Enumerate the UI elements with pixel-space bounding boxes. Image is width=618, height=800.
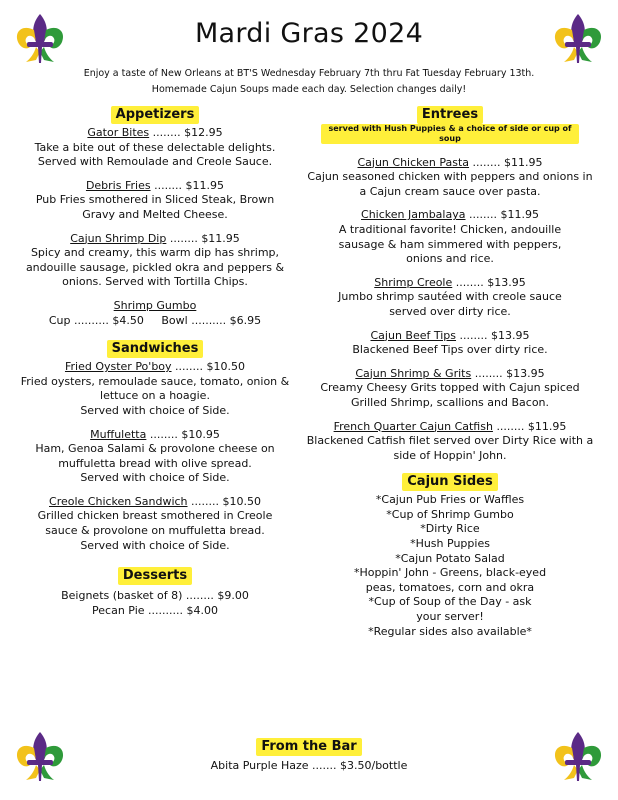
item-price: ........ $13.95 xyxy=(459,328,530,342)
menu-item xyxy=(20,232,290,290)
entrees-note: served with Hush Puppies & a choice of side or cup of soup xyxy=(321,124,579,144)
menu-item xyxy=(20,179,290,223)
item-description: Jumbo shrimp sautéed with creole sauce served over dirty rice. xyxy=(338,290,562,318)
item-name: Cajun Beef Tips xyxy=(370,328,457,342)
menu-item xyxy=(305,156,595,200)
entrees-heading: Entrees xyxy=(417,106,483,124)
list-item: *Cajun Pub Fries or Waffles xyxy=(375,493,525,507)
appetizers-section xyxy=(20,106,290,328)
menu-item xyxy=(20,299,290,328)
menu-item: Abita Purple Haze ....... $3.50/bottle xyxy=(210,759,408,772)
item-description: Blackened Beef Tips over dirty rice. xyxy=(352,343,548,357)
item-side-note: Served with choice of Side. xyxy=(80,471,230,485)
subtitle-soups: Homemade Cajun Soups made each day. Selection changes daily! xyxy=(151,84,467,95)
page-title: Mardi Gras 2024 xyxy=(194,18,424,49)
menu-item xyxy=(20,360,290,418)
item-description: Ham, Genoa Salami & provolone cheese on muffuletta bread with olive spread. xyxy=(35,442,275,470)
menu-item: Pecan Pie .......... $4.00 xyxy=(92,603,218,617)
item-name: Creole Chicken Sandwich xyxy=(49,494,188,508)
bar-heading: From the Bar xyxy=(256,738,361,756)
list-item: *Hush Puppies xyxy=(410,537,490,551)
item-description: Blackened Catfish filet served over Dirty Rice with a side of Hoppin' John. xyxy=(306,434,594,462)
sides-list xyxy=(305,493,595,639)
item-price: ........ $13.95 xyxy=(455,275,526,289)
menu-item xyxy=(305,276,595,320)
item-name: Muffuletta xyxy=(90,427,147,441)
menu-item xyxy=(305,420,595,464)
menu-item xyxy=(305,367,595,411)
item-description: Pub Fries smothered in Sliced Steak, Brown Gravy and Melted Cheese. xyxy=(35,193,275,221)
left-column xyxy=(20,106,290,618)
cajun-sides-heading: Cajun Sides xyxy=(402,473,497,491)
item-name: Gator Bites xyxy=(87,126,150,139)
item-name: French Quarter Cajun Catfish xyxy=(333,419,493,433)
list-item: *Cup of Soup of the Day - ask your server! xyxy=(368,595,532,624)
list-item: *Regular sides also available* xyxy=(368,624,532,638)
item-name: Fried Oyster Po'boy xyxy=(64,360,172,374)
sandwiches-section xyxy=(20,340,290,553)
item-description: Spicy and creamy, this warm dip has shrimp, andouille sausage, pickled okra and peppers & onions. Served with Tortilla Chips. xyxy=(25,246,285,289)
item-price: ........ $13.95 xyxy=(474,366,545,380)
item-description: Creamy Cheesy Grits topped with Cajun spiced Grilled Shrimp, scallions and Bacon. xyxy=(320,381,580,409)
right-column xyxy=(305,106,595,639)
appetizers-heading: Appetizers xyxy=(111,106,200,124)
item-description: Take a bite out of these delectable delights. Served with Remoulade and Creole Sauce. xyxy=(34,140,276,169)
item-price: ........ $11.95 xyxy=(472,155,543,169)
sandwiches-heading: Sandwiches xyxy=(107,340,204,358)
entrees-section xyxy=(305,106,595,463)
item-price: ........ $10.50 xyxy=(175,360,246,374)
list-item: *Cajun Potato Salad xyxy=(395,551,505,565)
item-name: Shrimp Creole xyxy=(374,275,453,289)
item-description: Fried oysters, remoulade sauce, tomato, onion & lettuce on a hoagie. xyxy=(20,374,290,403)
item-price: ........ $10.50 xyxy=(191,494,261,508)
item-name: Shrimp Gumbo xyxy=(113,298,197,312)
item-price: ........ $12.95 xyxy=(152,126,223,139)
item-description: A traditional favorite! Chicken, andouille sausage & ham simmered with peppers, onions and rice. xyxy=(338,222,562,266)
list-item: *Cup of Shrimp Gumbo xyxy=(386,507,514,521)
list-item: *Dirty Rice xyxy=(420,522,480,536)
list-item: *Hoppin' John - Greens, black-eyed peas, tomatoes, corn and okra xyxy=(353,566,547,594)
item-name: Cajun Chicken Pasta xyxy=(357,155,470,169)
menu-item xyxy=(305,208,595,266)
item-price: ........ $11.95 xyxy=(496,419,567,433)
desserts-heading: Desserts xyxy=(118,567,192,585)
menu-item xyxy=(20,428,290,486)
menu-item xyxy=(20,495,290,553)
item-price: ........ $11.95 xyxy=(468,208,539,222)
subtitle-dates: Enjoy a taste of New Orleans at BT'S Wednesday February 7th thru Fat Tuesday February 13th. xyxy=(83,68,535,79)
item-description: Grilled chicken breast smothered in Creole sauce & provolone on muffuletta bread. xyxy=(37,509,273,538)
item-name: Cajun Shrimp & Grits xyxy=(355,366,472,380)
item-name: Chicken Jambalaya xyxy=(361,208,466,222)
menu-item xyxy=(305,329,595,358)
item-price: Cup .......... $4.50 Bowl .......... $6.95 xyxy=(48,313,262,327)
desserts-section xyxy=(20,567,290,618)
menu-item: Beignets (basket of 8) ........ $9.00 xyxy=(61,589,249,603)
item-price: ........ $11.95 xyxy=(154,178,225,192)
item-side-note: Served with choice of Side. xyxy=(80,403,230,417)
item-name: Debris Fries xyxy=(85,178,151,192)
item-price: ........ $11.95 xyxy=(169,231,240,245)
item-name: Cajun Shrimp Dip xyxy=(70,231,167,245)
bar-section xyxy=(0,738,618,774)
item-price: ........ $10.95 xyxy=(149,427,220,441)
cajun-sides-section xyxy=(305,473,595,639)
item-side-note: Served with choice of Side. xyxy=(80,538,230,552)
menu-item xyxy=(20,126,290,170)
item-description: Cajun seasoned chicken with peppers and onions in a Cajun cream sauce over pasta. xyxy=(307,170,593,198)
